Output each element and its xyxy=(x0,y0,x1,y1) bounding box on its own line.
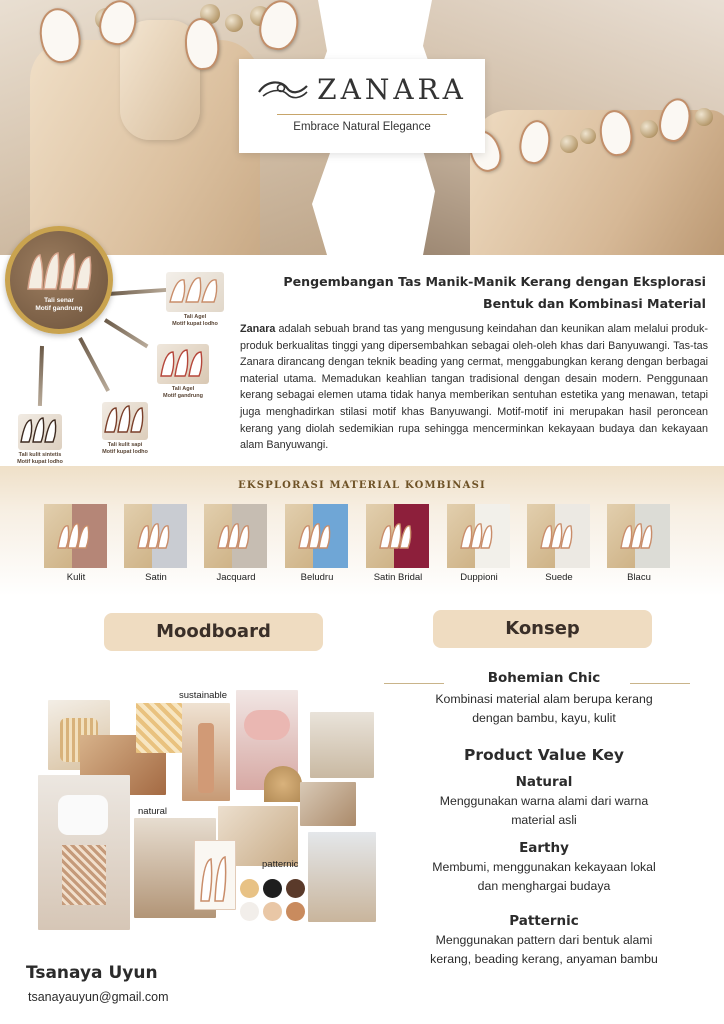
shell-motif-icon xyxy=(216,518,252,554)
palette-color-dot xyxy=(263,902,282,921)
material-swatch-label: Kulit xyxy=(66,572,86,583)
variant-photo xyxy=(157,344,209,384)
palette-color-dot xyxy=(286,902,305,921)
material-swatch-label: Satin Bridal xyxy=(373,572,423,583)
shell-motif-icon xyxy=(619,518,655,554)
material-swatch xyxy=(527,504,590,568)
connector-line xyxy=(108,288,168,296)
variant-agel-gandrung xyxy=(148,344,218,399)
palette-color-dot xyxy=(286,879,305,898)
author-email[interactable]: tsanayauyun@gmail.com xyxy=(28,990,169,1004)
shell-motif-icon xyxy=(378,518,414,554)
material-swatch xyxy=(366,504,429,568)
page-title: Pengembangan Tas Manik-Manik Kerang dengan Eksplorasi Bentuk dan Kombinasi Material xyxy=(283,274,706,311)
shell-motif-icon xyxy=(56,518,92,554)
bead-decoration xyxy=(640,120,658,138)
variant-caption: Tali Agel Motif gandrung xyxy=(162,386,204,399)
concept-style-block xyxy=(384,670,704,728)
concept-style-text: Kombinasi material alam berupa kerang dengan bambu, kayu, kulit xyxy=(435,692,653,725)
variant-photo xyxy=(18,414,62,450)
material-swatch-label: Suede xyxy=(545,572,573,583)
value-earthy: Earthy Membumi, menggunakan kekayaan lokal dan menghargai budaya xyxy=(432,840,656,893)
shell-motif-icon xyxy=(297,518,333,554)
variant-caption: Tali kulit sapi Motif kupat lodho xyxy=(102,442,148,455)
material-swatch-label: Satin xyxy=(145,572,167,583)
value-natural: Natural Menggunakan warna alami dari warna material asli xyxy=(439,774,649,827)
moodboard-label-patternic: patternic xyxy=(262,859,299,870)
material-swatch xyxy=(124,504,187,568)
material-swatch xyxy=(44,504,107,568)
variant-photo xyxy=(166,272,224,312)
material-swatch-label: Blacu xyxy=(627,572,651,583)
shell-motif-icon xyxy=(539,518,575,554)
concept-style-title: Bohemian Chic xyxy=(487,670,601,686)
material-highlight-label: Tali senar Motif gandrung xyxy=(35,297,83,313)
brand-tagline: Embrace Natural Elegance xyxy=(293,121,431,133)
variant-agel-kupat xyxy=(160,272,230,327)
wave-logo-icon xyxy=(257,78,309,102)
material-swatch xyxy=(607,504,670,568)
palette-color-dot xyxy=(240,902,259,921)
bead-decoration xyxy=(695,108,713,126)
bead-decoration xyxy=(580,128,596,144)
brand-name: ZANARA xyxy=(317,73,467,106)
moodboard-shell-bag-photo xyxy=(194,840,236,910)
material-swatch-label: Beludru xyxy=(300,572,334,583)
variant-photo xyxy=(102,402,148,440)
connector-line xyxy=(78,337,110,392)
moodboard-crochet-skirt-photo xyxy=(38,775,130,930)
moodboard-fan-photo xyxy=(264,766,302,802)
moodboard-label-natural: natural xyxy=(138,806,168,817)
moodboard-heading: Moodboard xyxy=(104,613,323,651)
shell-motif-icon xyxy=(459,518,495,554)
value-key-title: Product Value Key xyxy=(464,746,624,764)
shell-motif-icon xyxy=(136,518,172,554)
bead-decoration xyxy=(560,135,578,153)
moodboard-interior-photo xyxy=(310,712,374,778)
logo-row xyxy=(239,73,485,106)
concept-heading: Konsep xyxy=(433,610,652,648)
variant-caption: Tali Agel Motif kupat lodho xyxy=(172,314,218,327)
variant-kulit-sapi xyxy=(92,402,158,455)
logo-divider xyxy=(277,114,447,115)
material-swatch-label: Duppioni xyxy=(460,572,498,583)
connector-line xyxy=(104,318,149,348)
value-patternic: Patternic Menggunakan pattern dari bentuk alami kerang, beading kerang, anyaman bambu xyxy=(430,913,658,966)
material-swatch xyxy=(285,504,348,568)
brand-logo-card xyxy=(239,59,485,153)
exploration-title: EKSPLORASI MATERIAL KOMBINASI xyxy=(238,480,486,491)
moodboard-bamboo-weave-photo xyxy=(136,703,182,753)
palette-color-dot xyxy=(263,879,282,898)
shell-beading-icon xyxy=(24,251,96,293)
moodboard-dress-photo xyxy=(182,703,230,801)
brand-description: Zanara adalah sebuah brand tas yang mengusung keindahan dan keunikan alam melalui produk-produk berkualitas tinggi yang dipersembahkan sebagai oleh-oleh khas dari Banyuwangi. Tas-tas Zanara dirancang dengan teknik beading yang cermat, menggabungkan kerang dengan berbagai material utama. Memadukan keahlian tangan tradisional dengan desain modern. Penggunaan kerang sebagai elemen utama tidak hanya memberikan sentuhan estetika yang menawan, tetapi juga menghadirkan stilasi motif khas Banyuwangi. Motif-motif ini merupakan hasil peroncean kerang yang diolah sedemikian rupa sehingga mencerminkan kekayaan budaya dan kekayaan alam Banyuwangi. xyxy=(240,323,708,452)
author-name: Tsanaya Uyun xyxy=(26,963,158,983)
material-swatch xyxy=(447,504,510,568)
moodboard-picnic-photo xyxy=(300,782,356,826)
material-swatch-label: Jacquard xyxy=(216,572,256,583)
variant-kulit-sintetis xyxy=(10,414,70,465)
connector-line xyxy=(38,346,44,406)
moodboard-label-sustainable: sustainable xyxy=(179,690,228,701)
palette-color-dot xyxy=(240,879,259,898)
moodboard-beach-photo xyxy=(308,832,376,922)
bead-decoration xyxy=(225,14,243,32)
variant-caption: Tali kulit sintetis Motif kupat lodho xyxy=(17,452,63,465)
material-highlight-circle xyxy=(5,226,113,334)
material-swatch xyxy=(204,504,267,568)
